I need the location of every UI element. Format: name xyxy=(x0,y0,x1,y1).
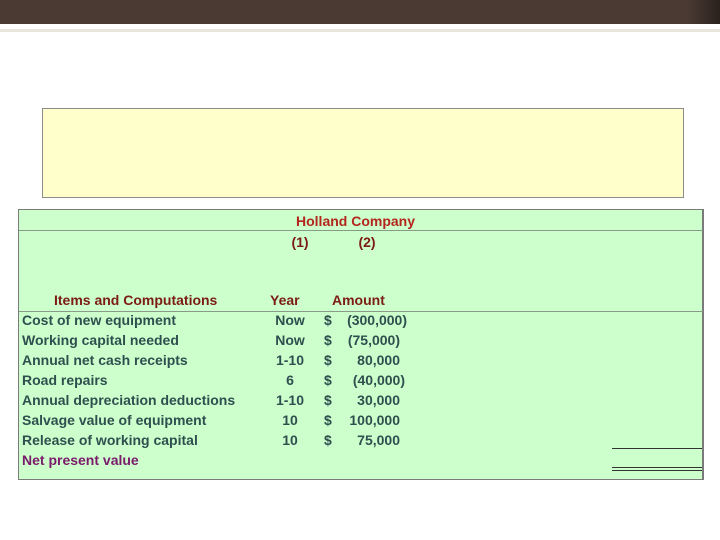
row-label: Cost of new equipment xyxy=(22,312,176,328)
row-dollar: $ xyxy=(324,392,332,408)
top-bar-accent xyxy=(688,0,720,24)
top-divider xyxy=(0,29,720,32)
subtotal-rule xyxy=(612,448,702,449)
row-year: 1-10 xyxy=(275,352,305,368)
row-year: Now xyxy=(275,312,305,328)
total-double-rule-bottom xyxy=(612,470,702,471)
note-box xyxy=(42,108,684,198)
row-dollar: $ xyxy=(324,432,332,448)
row-label: Annual net cash receipts xyxy=(22,352,188,368)
row-amount: (40,000) xyxy=(352,372,405,388)
col-number-year: (1) xyxy=(291,234,309,250)
row-dollar: $ xyxy=(324,372,332,388)
row-year: 10 xyxy=(282,432,298,448)
npv-label: Net present value xyxy=(22,452,139,468)
company-title: Holland Company xyxy=(296,213,416,229)
row-dollar: $ xyxy=(324,352,332,368)
total-double-rule-top xyxy=(612,467,702,468)
row-year: Now xyxy=(275,332,305,348)
row-year: 10 xyxy=(282,412,298,428)
row-label: Road repairs xyxy=(22,372,108,388)
row-amount: (300,000) xyxy=(347,312,407,328)
row-label: Working capital needed xyxy=(22,332,179,348)
header-year: Year xyxy=(270,292,300,308)
header-items: Items and Computations xyxy=(54,292,218,308)
row-amount: 100,000 xyxy=(349,412,400,428)
header-amount: Amount xyxy=(332,292,385,308)
row-dollar: $ xyxy=(324,312,332,328)
row-label: Annual depreciation deductions xyxy=(22,392,236,408)
row-dollar: $ xyxy=(324,332,332,348)
row-year: 1-10 xyxy=(275,392,305,408)
row-dollar: $ xyxy=(324,412,332,428)
col-number-amount: (2) xyxy=(358,234,376,250)
row-amount: 30,000 xyxy=(357,392,400,408)
row-amount: 75,000 xyxy=(357,432,400,448)
slide-top-bar xyxy=(0,0,720,24)
row-divider xyxy=(19,230,703,231)
row-amount: 80,000 xyxy=(357,352,400,368)
row-amount: (75,000) xyxy=(347,332,400,348)
row-year: 6 xyxy=(286,372,294,388)
row-label: Salvage value of equipment xyxy=(22,412,207,428)
spreadsheet-panel xyxy=(18,209,704,480)
row-label: Release of working capital xyxy=(22,432,198,448)
